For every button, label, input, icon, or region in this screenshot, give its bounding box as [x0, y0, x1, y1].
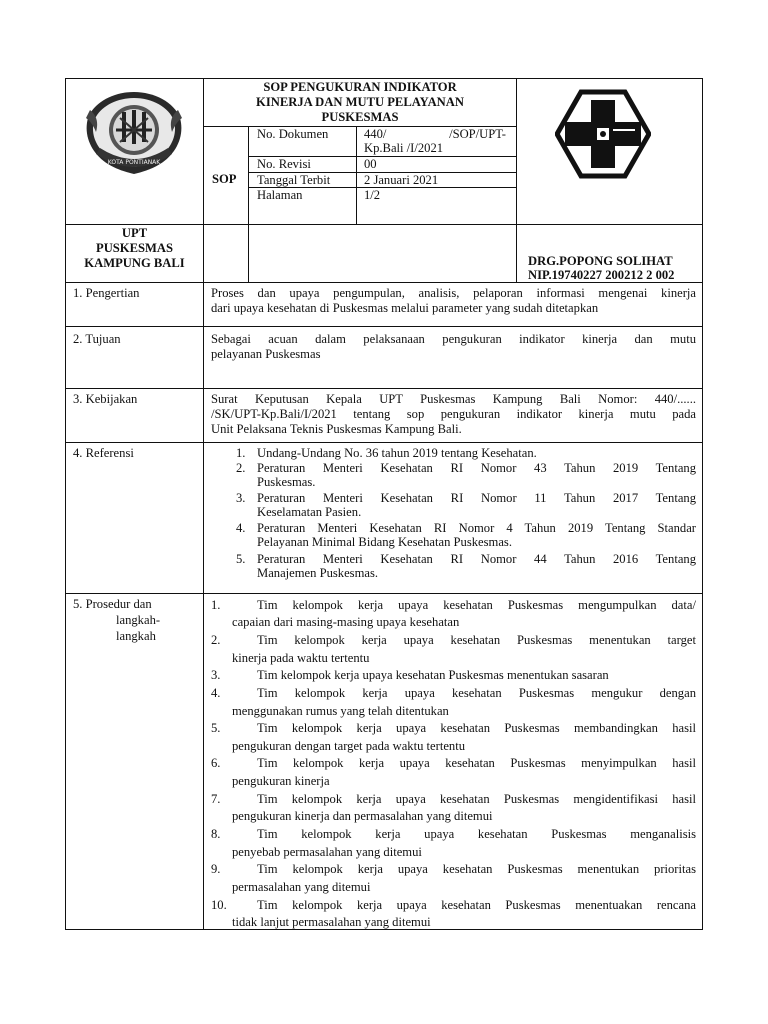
- section-label-tujuan: 2. Tujuan: [73, 332, 121, 346]
- tujuan-line-2: pelayanan Puskesmas: [211, 347, 321, 361]
- referensi-item-2-line-2: Puskesmas.: [257, 475, 316, 489]
- step-num: 1.: [211, 598, 221, 612]
- referensi-num-3: 3.: [236, 491, 246, 505]
- header-divider-sop: [248, 126, 249, 283]
- kebijakan-line-1: Surat Keputusan Kepala UPT Puskesmas Kampung Bali Nomor: 440/......: [211, 392, 696, 406]
- referensi-item-2-line-1: Peraturan Menteri Kesehatan RI Nomor 43 Tahun 2019 Tentang: [257, 461, 696, 475]
- puskesmas-logo: [555, 88, 651, 180]
- step-num: 2.: [211, 633, 221, 647]
- step-num: 7.: [211, 792, 221, 806]
- step-5-line-1: Tim kelompok kerja upaya kesehatan Puskesmas membandingkan hasil: [257, 721, 696, 735]
- step-4-line-2: menggunakan rumus yang telah ditentukan: [232, 704, 449, 718]
- step-8-line-1: Tim kelompok kerja upaya kesehatan Puskesmas menganalisis: [257, 827, 696, 841]
- step-num: 9.: [211, 862, 221, 876]
- step-8-line-2: penyebab permasalahan yang ditemui: [232, 845, 422, 859]
- row-rule-1: [65, 326, 703, 327]
- field-value-halaman: 1/2: [364, 188, 381, 202]
- table-border-left: [65, 78, 66, 930]
- pengertian-line-2: dari upaya kesehatan di Puskesmas melalui parameter yang sudah ditetapkan: [211, 301, 599, 315]
- header-mid-rule: [65, 224, 703, 225]
- city-emblem-logo: [82, 88, 186, 178]
- section-label-prosedur-line-2: langkah-: [116, 613, 161, 627]
- referensi-item-3-line-2: Keselamatan Pasien.: [257, 505, 362, 519]
- field-value-no-dokumen: [364, 127, 506, 142]
- referensi-item-3-line-1: Peraturan Menteri Kesehatan RI Nomor 11 Tahun 2017 Tentang: [257, 491, 696, 505]
- field-label-halaman: Halaman: [257, 188, 303, 202]
- step-num: 8.: [211, 827, 221, 841]
- field-label-tanggal-terbit: Tanggal Terbit: [257, 173, 331, 187]
- city-emblem-text: KOTA PONTIANAK: [107, 159, 161, 166]
- field-value-no-revisi: 00: [364, 157, 377, 171]
- signer-nip: NIP.19740227 200212 2 002: [528, 268, 675, 282]
- step-num: 6.: [211, 756, 221, 770]
- referensi-item-4-line-1: Peraturan Menteri Kesehatan RI Nomor 4 Tahun 2019 Tentang Standar: [257, 521, 696, 535]
- sop-label: SOP: [212, 172, 237, 186]
- section-label-kebijakan: 3. Kebijakan: [73, 392, 138, 406]
- field-value-no-dokumen-line2: Kp.Bali /I/2021: [364, 141, 444, 155]
- referensi-num-5: 5.: [236, 552, 246, 566]
- org-line-1: UPT: [121, 226, 148, 240]
- step-num: 5.: [211, 721, 221, 735]
- row-rule-4: [65, 593, 703, 594]
- referensi-num-1: 1.: [236, 446, 246, 460]
- tujuan-line-1: Sebagai acuan dalam pelaksanaan pengukuran indikator kinerja dan mutu: [211, 332, 696, 346]
- org-line-3: KAMPUNG BALI: [84, 256, 185, 270]
- field-label-no-dokumen: No. Dokumen: [257, 127, 329, 141]
- section-label-referensi: 4. Referensi: [73, 446, 134, 460]
- row-rule-2: [65, 388, 703, 389]
- step-4-line-1: Tim kelompok kerja upaya kesehatan Puskesmas mengukur dengan: [257, 686, 696, 700]
- table-border-right: [702, 78, 703, 930]
- step-1-line-1: Tim kelompok kerja upaya kesehatan Puskesmas mengumpulkan data/: [257, 598, 696, 612]
- header-divider-right: [516, 78, 517, 283]
- kebijakan-line-3: Unit Pelaksana Teknis Puskesmas Kampung Bali.: [211, 422, 462, 436]
- step-6-line-2: pengukuran kinerja: [232, 774, 330, 788]
- step-6-line-1: Tim kelompok kerja upaya kesehatan Puskesmas menyimpulkan hasil: [257, 756, 696, 770]
- kebijakan-line-2: /SK/UPT-Kp.Bali/I/2021 tentang sop pengukuran indikator kinerja mutu pada: [211, 407, 696, 421]
- table-border-top: [65, 78, 703, 79]
- section-label-prosedur-line-1: 5. Prosedur dan: [73, 597, 152, 611]
- step-num: 3.: [211, 668, 221, 682]
- step-num: 10.: [211, 898, 227, 912]
- row-rule-3: [65, 442, 703, 443]
- referensi-num-4: 4.: [236, 521, 246, 535]
- body-column-divider: [203, 282, 204, 930]
- step-10-line-2: tidak lanjut permasalahan yang ditemui: [232, 915, 431, 929]
- referensi-num-2: 2.: [236, 461, 246, 475]
- step-2-line-2: kinerja pada waktu tertentu: [232, 651, 370, 665]
- header-divider-field: [356, 126, 357, 225]
- step-10-line-1: Tim kelompok kerja upaya kesehatan Puskesmas menentuakan rencana: [257, 898, 696, 912]
- signer-name: DRG.POPONG SOLIHAT: [528, 254, 673, 268]
- step-7-line-1: Tim kelompok kerja upaya kesehatan Puskesmas mengidentifikasi hasil: [257, 792, 696, 806]
- title-line-2: KINERJA DAN MUTU PELAYANAN: [256, 95, 464, 109]
- field-label-no-revisi: No. Revisi: [257, 157, 311, 171]
- referensi-item-4-line-2: Pelayanan Minimal Bidang Kesehatan Puskesmas.: [257, 535, 512, 549]
- referensi-item-5-line-1: Peraturan Menteri Kesehatan RI Nomor 44 Tahun 2016 Tentang: [257, 552, 696, 566]
- step-1-line-2: capaian dari masing-masing upaya kesehatan: [232, 615, 460, 629]
- step-num: 4.: [211, 686, 221, 700]
- step-3-line-1: Tim kelompok kerja upaya kesehatan Puskesmas menentukan sasaran: [257, 668, 609, 682]
- step-9-line-1: Tim kelompok kerja upaya kesehatan Puskesmas menentukan prioritas: [257, 862, 696, 876]
- referensi-item-5-line-2: Manajemen Puskesmas.: [257, 566, 379, 580]
- step-2-line-1: Tim kelompok kerja upaya kesehatan Puskesmas menentukan target: [257, 633, 696, 647]
- section-label-prosedur-line-3: langkah: [116, 629, 156, 643]
- title-line-3: PUSKESMAS: [321, 110, 399, 124]
- field-value-tanggal-terbit: 2 Januari 2021: [364, 173, 439, 187]
- title-line-1: SOP PENGUKURAN INDIKATOR: [263, 80, 457, 94]
- org-line-2: PUSKESMAS: [96, 241, 173, 255]
- section-label-pengertian: 1. Pengertian: [73, 286, 140, 300]
- referensi-item-1-line-1: Undang-Undang No. 36 tahun 2019 tentang Kesehatan.: [257, 446, 537, 460]
- step-9-line-2: permasalahan yang ditemui: [232, 880, 371, 894]
- step-7-line-2: pengukuran kinerja dan permasalahan yang ditemui: [232, 809, 493, 823]
- pengertian-line-1: Proses dan upaya pengumpulan, analisis, pelaporan informasi mengenai kinerja: [211, 286, 696, 300]
- step-5-line-2: pengukuran dengan target pada waktu tertentu: [232, 739, 466, 753]
- field-value-no-dokumen-line1: 440/ /SOP/UPT-: [364, 127, 506, 141]
